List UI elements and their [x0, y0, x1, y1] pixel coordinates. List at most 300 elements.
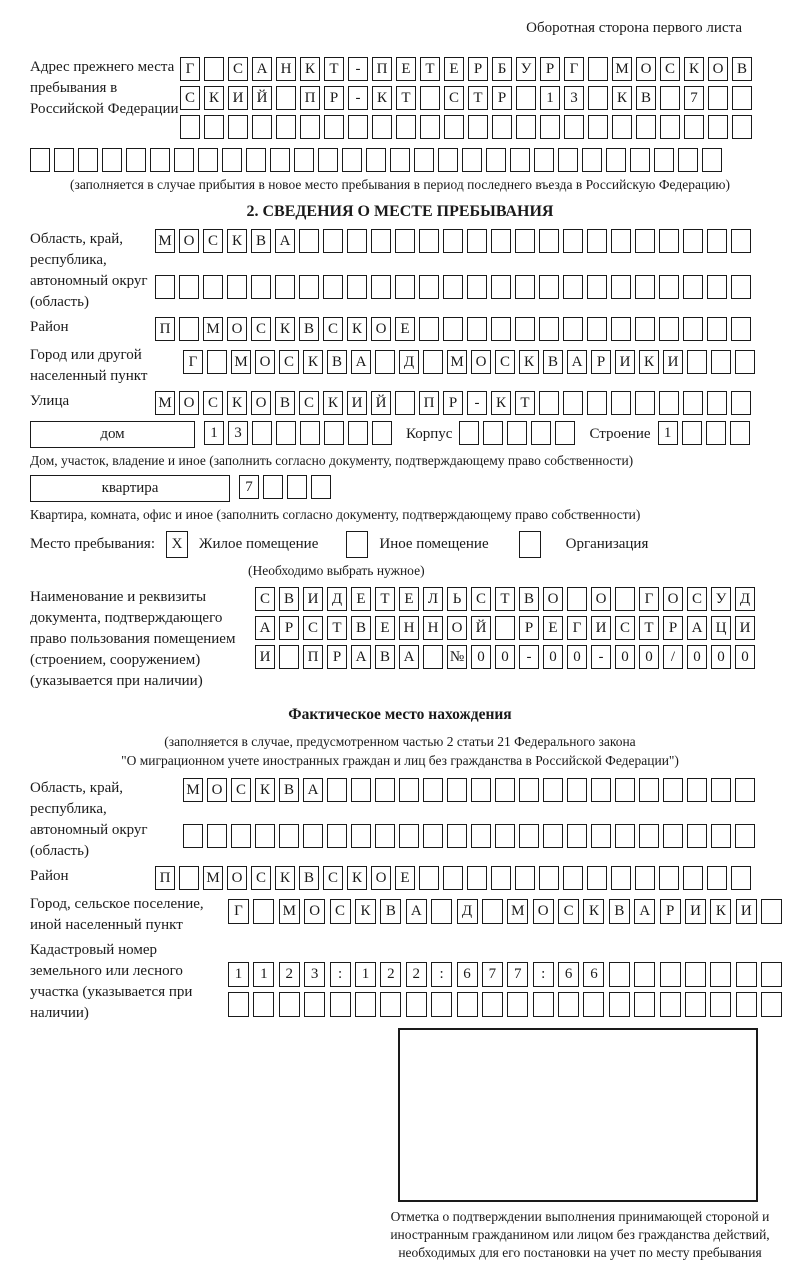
- char-cell[interactable]: И: [685, 899, 706, 924]
- char-cell[interactable]: [263, 475, 283, 499]
- char-cell[interactable]: [299, 229, 319, 253]
- char-cell[interactable]: [588, 57, 608, 81]
- char-cell[interactable]: [270, 148, 290, 172]
- char-cell[interactable]: И: [736, 899, 757, 924]
- char-cell[interactable]: [371, 275, 391, 299]
- char-cell[interactable]: [304, 992, 325, 1017]
- char-cell[interactable]: П: [372, 57, 392, 81]
- char-cell[interactable]: О: [533, 899, 554, 924]
- char-cell[interactable]: К: [275, 317, 295, 341]
- char-cell[interactable]: [419, 317, 439, 341]
- char-cell[interactable]: [564, 115, 584, 139]
- char-cell[interactable]: П: [300, 86, 320, 110]
- char-cell[interactable]: 1: [355, 962, 376, 987]
- house-box[interactable]: дом: [30, 421, 195, 448]
- char-cell[interactable]: С: [251, 866, 271, 890]
- char-cell[interactable]: [419, 275, 439, 299]
- char-cell[interactable]: С: [323, 866, 343, 890]
- char-cell[interactable]: [611, 317, 631, 341]
- char-cell[interactable]: 1: [204, 421, 224, 445]
- char-cell[interactable]: К: [227, 229, 247, 253]
- char-cell[interactable]: С: [471, 587, 491, 611]
- char-cell[interactable]: [687, 778, 707, 802]
- char-cell[interactable]: [300, 115, 320, 139]
- char-cell[interactable]: 0: [567, 645, 587, 669]
- char-cell[interactable]: [150, 148, 170, 172]
- char-cell[interactable]: В: [375, 645, 395, 669]
- char-cell[interactable]: О: [708, 57, 728, 81]
- char-cell[interactable]: Е: [375, 616, 395, 640]
- char-cell[interactable]: [420, 86, 440, 110]
- char-cell[interactable]: [174, 148, 194, 172]
- char-cell[interactable]: Е: [395, 317, 415, 341]
- char-cell[interactable]: [203, 275, 223, 299]
- char-cell[interactable]: [630, 148, 650, 172]
- char-cell[interactable]: [587, 391, 607, 415]
- char-cell[interactable]: Е: [444, 57, 464, 81]
- char-cell[interactable]: [444, 115, 464, 139]
- char-cell[interactable]: [180, 115, 200, 139]
- char-cell[interactable]: [507, 992, 528, 1017]
- char-cell[interactable]: В: [636, 86, 656, 110]
- char-cell[interactable]: [635, 391, 655, 415]
- char-cell[interactable]: [375, 824, 395, 848]
- char-cell[interactable]: [253, 992, 274, 1017]
- checkbox-organization[interactable]: [519, 531, 541, 558]
- char-cell[interactable]: [366, 148, 386, 172]
- char-cell[interactable]: [611, 866, 631, 890]
- char-cell[interactable]: 7: [684, 86, 704, 110]
- char-cell[interactable]: [495, 616, 515, 640]
- char-cell[interactable]: [635, 229, 655, 253]
- char-cell[interactable]: [294, 148, 314, 172]
- char-cell[interactable]: [563, 866, 583, 890]
- checkbox-other-premises[interactable]: [346, 531, 368, 558]
- char-cell[interactable]: [588, 86, 608, 110]
- char-cell[interactable]: [587, 275, 607, 299]
- char-cell[interactable]: [204, 57, 224, 81]
- char-cell[interactable]: [228, 992, 249, 1017]
- char-cell[interactable]: С: [323, 317, 343, 341]
- char-cell[interactable]: [231, 824, 251, 848]
- char-cell[interactable]: С: [180, 86, 200, 110]
- char-cell[interactable]: [467, 229, 487, 253]
- char-cell[interactable]: [515, 229, 535, 253]
- char-cell[interactable]: К: [639, 350, 659, 374]
- char-cell[interactable]: Т: [327, 616, 347, 640]
- char-cell[interactable]: [708, 115, 728, 139]
- char-cell[interactable]: [467, 317, 487, 341]
- char-cell[interactable]: [279, 992, 300, 1017]
- checkbox-residential[interactable]: X: [166, 531, 188, 558]
- char-cell[interactable]: Г: [567, 616, 587, 640]
- char-cell[interactable]: [591, 778, 611, 802]
- char-cell[interactable]: /: [663, 645, 683, 669]
- char-cell[interactable]: 0: [543, 645, 563, 669]
- char-cell[interactable]: Р: [663, 616, 683, 640]
- char-cell[interactable]: К: [710, 899, 731, 924]
- char-cell[interactable]: [491, 317, 511, 341]
- char-cell[interactable]: [731, 275, 751, 299]
- char-cell[interactable]: [323, 275, 343, 299]
- char-cell[interactable]: [567, 587, 587, 611]
- char-cell[interactable]: В: [380, 899, 401, 924]
- char-cell[interactable]: [351, 778, 371, 802]
- char-cell[interactable]: [467, 275, 487, 299]
- char-cell[interactable]: [399, 778, 419, 802]
- char-cell[interactable]: [555, 421, 575, 445]
- char-cell[interactable]: К: [347, 866, 367, 890]
- char-cell[interactable]: [396, 115, 416, 139]
- char-cell[interactable]: Р: [443, 391, 463, 415]
- char-cell[interactable]: Р: [591, 350, 611, 374]
- char-cell[interactable]: [30, 148, 50, 172]
- char-cell[interactable]: [324, 115, 344, 139]
- char-cell[interactable]: 3: [564, 86, 584, 110]
- char-cell[interactable]: В: [279, 778, 299, 802]
- char-cell[interactable]: 2: [406, 962, 427, 987]
- char-cell[interactable]: [707, 317, 727, 341]
- char-cell[interactable]: [710, 962, 731, 987]
- char-cell[interactable]: К: [612, 86, 632, 110]
- char-cell[interactable]: В: [251, 229, 271, 253]
- char-cell[interactable]: П: [303, 645, 323, 669]
- char-cell[interactable]: [563, 229, 583, 253]
- char-cell[interactable]: [324, 421, 344, 445]
- char-cell[interactable]: 2: [279, 962, 300, 987]
- char-cell[interactable]: А: [687, 616, 707, 640]
- char-cell[interactable]: [683, 391, 703, 415]
- char-cell[interactable]: А: [255, 616, 275, 640]
- char-cell[interactable]: [543, 778, 563, 802]
- char-cell[interactable]: Е: [543, 616, 563, 640]
- char-cell[interactable]: [761, 962, 782, 987]
- char-cell[interactable]: [635, 866, 655, 890]
- char-cell[interactable]: [375, 778, 395, 802]
- char-cell[interactable]: 7: [239, 475, 259, 499]
- char-cell[interactable]: [311, 475, 331, 499]
- char-cell[interactable]: [492, 115, 512, 139]
- char-cell[interactable]: В: [279, 587, 299, 611]
- char-cell[interactable]: [255, 824, 275, 848]
- char-cell[interactable]: А: [567, 350, 587, 374]
- char-cell[interactable]: [276, 115, 296, 139]
- char-cell[interactable]: [516, 115, 536, 139]
- char-cell[interactable]: Р: [327, 645, 347, 669]
- apartment-box[interactable]: квартира: [30, 475, 230, 502]
- char-cell[interactable]: Р: [519, 616, 539, 640]
- char-cell[interactable]: 0: [495, 645, 515, 669]
- char-cell[interactable]: [539, 275, 559, 299]
- char-cell[interactable]: [323, 229, 343, 253]
- char-cell[interactable]: К: [355, 899, 376, 924]
- char-cell[interactable]: [611, 275, 631, 299]
- char-cell[interactable]: [558, 992, 579, 1017]
- char-cell[interactable]: [683, 317, 703, 341]
- char-cell[interactable]: [102, 148, 122, 172]
- char-cell[interactable]: 0: [615, 645, 635, 669]
- char-cell[interactable]: Д: [457, 899, 478, 924]
- char-cell[interactable]: [395, 391, 415, 415]
- char-cell[interactable]: С: [228, 57, 248, 81]
- char-cell[interactable]: [732, 86, 752, 110]
- char-cell[interactable]: А: [351, 350, 371, 374]
- char-cell[interactable]: М: [612, 57, 632, 81]
- char-cell[interactable]: [539, 317, 559, 341]
- char-cell[interactable]: О: [304, 899, 325, 924]
- char-cell[interactable]: [287, 475, 307, 499]
- char-cell[interactable]: Г: [564, 57, 584, 81]
- char-cell[interactable]: [732, 115, 752, 139]
- char-cell[interactable]: [348, 421, 368, 445]
- char-cell[interactable]: К: [583, 899, 604, 924]
- char-cell[interactable]: 0: [711, 645, 731, 669]
- char-cell[interactable]: [246, 148, 266, 172]
- char-cell[interactable]: М: [447, 350, 467, 374]
- char-cell[interactable]: 7: [507, 962, 528, 987]
- char-cell[interactable]: [684, 115, 704, 139]
- char-cell[interactable]: [587, 317, 607, 341]
- char-cell[interactable]: [687, 350, 707, 374]
- char-cell[interactable]: Л: [423, 587, 443, 611]
- char-cell[interactable]: [447, 824, 467, 848]
- char-cell[interactable]: 0: [735, 645, 755, 669]
- char-cell[interactable]: [126, 148, 146, 172]
- char-cell[interactable]: 0: [687, 645, 707, 669]
- char-cell[interactable]: [711, 778, 731, 802]
- char-cell[interactable]: [519, 824, 539, 848]
- char-cell[interactable]: [251, 275, 271, 299]
- char-cell[interactable]: [348, 115, 368, 139]
- char-cell[interactable]: К: [491, 391, 511, 415]
- char-cell[interactable]: Р: [540, 57, 560, 81]
- char-cell[interactable]: [375, 350, 395, 374]
- char-cell[interactable]: -: [348, 86, 368, 110]
- char-cell[interactable]: Н: [399, 616, 419, 640]
- char-cell[interactable]: [276, 86, 296, 110]
- char-cell[interactable]: [736, 962, 757, 987]
- char-cell[interactable]: [735, 350, 755, 374]
- char-cell[interactable]: [423, 350, 443, 374]
- char-cell[interactable]: [707, 866, 727, 890]
- char-cell[interactable]: [516, 86, 536, 110]
- char-cell[interactable]: Р: [468, 57, 488, 81]
- char-cell[interactable]: [252, 115, 272, 139]
- char-cell[interactable]: 0: [471, 645, 491, 669]
- char-cell[interactable]: [507, 421, 527, 445]
- char-cell[interactable]: С: [255, 587, 275, 611]
- char-cell[interactable]: [659, 317, 679, 341]
- char-cell[interactable]: С: [660, 57, 680, 81]
- char-cell[interactable]: Т: [468, 86, 488, 110]
- char-cell[interactable]: Г: [180, 57, 200, 81]
- char-cell[interactable]: В: [519, 587, 539, 611]
- char-cell[interactable]: Е: [351, 587, 371, 611]
- char-cell[interactable]: [183, 824, 203, 848]
- char-cell[interactable]: П: [419, 391, 439, 415]
- char-cell[interactable]: [582, 148, 602, 172]
- char-cell[interactable]: Й: [471, 616, 491, 640]
- char-cell[interactable]: И: [347, 391, 367, 415]
- char-cell[interactable]: [702, 148, 722, 172]
- char-cell[interactable]: [606, 148, 626, 172]
- char-cell[interactable]: [710, 992, 731, 1017]
- char-cell[interactable]: [327, 778, 347, 802]
- char-cell[interactable]: Н: [276, 57, 296, 81]
- char-cell[interactable]: Е: [396, 57, 416, 81]
- char-cell[interactable]: [438, 148, 458, 172]
- char-cell[interactable]: В: [732, 57, 752, 81]
- char-cell[interactable]: [279, 824, 299, 848]
- char-cell[interactable]: [730, 421, 750, 445]
- char-cell[interactable]: [735, 824, 755, 848]
- char-cell[interactable]: А: [406, 899, 427, 924]
- char-cell[interactable]: О: [255, 350, 275, 374]
- char-cell[interactable]: Т: [396, 86, 416, 110]
- char-cell[interactable]: Р: [279, 616, 299, 640]
- char-cell[interactable]: [355, 992, 376, 1017]
- char-cell[interactable]: [207, 824, 227, 848]
- char-cell[interactable]: [204, 115, 224, 139]
- char-cell[interactable]: О: [227, 317, 247, 341]
- char-cell[interactable]: [431, 899, 452, 924]
- char-cell[interactable]: [347, 229, 367, 253]
- char-cell[interactable]: [419, 866, 439, 890]
- char-cell[interactable]: Д: [327, 587, 347, 611]
- char-cell[interactable]: О: [636, 57, 656, 81]
- char-cell[interactable]: Т: [375, 587, 395, 611]
- char-cell[interactable]: С: [615, 616, 635, 640]
- char-cell[interactable]: [663, 824, 683, 848]
- char-cell[interactable]: [634, 992, 655, 1017]
- char-cell[interactable]: [443, 229, 463, 253]
- char-cell[interactable]: О: [591, 587, 611, 611]
- char-cell[interactable]: [299, 275, 319, 299]
- char-cell[interactable]: [406, 992, 427, 1017]
- char-cell[interactable]: [735, 778, 755, 802]
- char-cell[interactable]: [736, 992, 757, 1017]
- char-cell[interactable]: [609, 992, 630, 1017]
- char-cell[interactable]: [431, 992, 452, 1017]
- char-cell[interactable]: О: [179, 229, 199, 253]
- char-cell[interactable]: [731, 391, 751, 415]
- char-cell[interactable]: [276, 421, 296, 445]
- char-cell[interactable]: [519, 778, 539, 802]
- char-cell[interactable]: [609, 962, 630, 987]
- char-cell[interactable]: [635, 275, 655, 299]
- char-cell[interactable]: И: [228, 86, 248, 110]
- char-cell[interactable]: :: [431, 962, 452, 987]
- char-cell[interactable]: С: [231, 778, 251, 802]
- char-cell[interactable]: [414, 148, 434, 172]
- char-cell[interactable]: [515, 866, 535, 890]
- char-cell[interactable]: [711, 350, 731, 374]
- char-cell[interactable]: 6: [457, 962, 478, 987]
- char-cell[interactable]: В: [609, 899, 630, 924]
- char-cell[interactable]: [198, 148, 218, 172]
- char-cell[interactable]: Г: [639, 587, 659, 611]
- char-cell[interactable]: К: [372, 86, 392, 110]
- char-cell[interactable]: [731, 317, 751, 341]
- char-cell[interactable]: [731, 229, 751, 253]
- char-cell[interactable]: Т: [324, 57, 344, 81]
- char-cell[interactable]: 7: [482, 962, 503, 987]
- char-cell[interactable]: С: [299, 391, 319, 415]
- char-cell[interactable]: [639, 824, 659, 848]
- char-cell[interactable]: [531, 421, 551, 445]
- char-cell[interactable]: [372, 115, 392, 139]
- char-cell[interactable]: [207, 350, 227, 374]
- char-cell[interactable]: [253, 899, 274, 924]
- char-cell[interactable]: 1: [540, 86, 560, 110]
- char-cell[interactable]: С: [444, 86, 464, 110]
- char-cell[interactable]: [683, 866, 703, 890]
- char-cell[interactable]: [539, 229, 559, 253]
- char-cell[interactable]: [659, 391, 679, 415]
- char-cell[interactable]: 6: [583, 962, 604, 987]
- char-cell[interactable]: [587, 866, 607, 890]
- char-cell[interactable]: В: [299, 866, 319, 890]
- char-cell[interactable]: П: [155, 317, 175, 341]
- char-cell[interactable]: М: [231, 350, 251, 374]
- char-cell[interactable]: М: [155, 391, 175, 415]
- char-cell[interactable]: М: [203, 866, 223, 890]
- char-cell[interactable]: У: [711, 587, 731, 611]
- char-cell[interactable]: [380, 992, 401, 1017]
- char-cell[interactable]: [707, 391, 727, 415]
- char-cell[interactable]: О: [371, 317, 391, 341]
- char-cell[interactable]: [654, 148, 674, 172]
- char-cell[interactable]: [351, 824, 371, 848]
- char-cell[interactable]: [611, 229, 631, 253]
- char-cell[interactable]: О: [179, 391, 199, 415]
- char-cell[interactable]: О: [663, 587, 683, 611]
- char-cell[interactable]: [615, 824, 635, 848]
- char-cell[interactable]: [482, 992, 503, 1017]
- char-cell[interactable]: М: [155, 229, 175, 253]
- char-cell[interactable]: И: [303, 587, 323, 611]
- char-cell[interactable]: [587, 229, 607, 253]
- char-cell[interactable]: К: [347, 317, 367, 341]
- char-cell[interactable]: :: [330, 962, 351, 987]
- char-cell[interactable]: С: [279, 350, 299, 374]
- char-cell[interactable]: [491, 275, 511, 299]
- char-cell[interactable]: [275, 275, 295, 299]
- char-cell[interactable]: [179, 866, 199, 890]
- char-cell[interactable]: А: [275, 229, 295, 253]
- char-cell[interactable]: [660, 115, 680, 139]
- char-cell[interactable]: 2: [380, 962, 401, 987]
- char-cell[interactable]: [395, 275, 415, 299]
- char-cell[interactable]: В: [275, 391, 295, 415]
- char-cell[interactable]: Г: [183, 350, 203, 374]
- char-cell[interactable]: [683, 275, 703, 299]
- char-cell[interactable]: О: [207, 778, 227, 802]
- char-cell[interactable]: [707, 275, 727, 299]
- char-cell[interactable]: [659, 866, 679, 890]
- char-cell[interactable]: [515, 275, 535, 299]
- char-cell[interactable]: [540, 115, 560, 139]
- char-cell[interactable]: [252, 421, 272, 445]
- char-cell[interactable]: [179, 317, 199, 341]
- char-cell[interactable]: -: [467, 391, 487, 415]
- char-cell[interactable]: [659, 275, 679, 299]
- char-cell[interactable]: С: [687, 587, 707, 611]
- char-cell[interactable]: [447, 778, 467, 802]
- char-cell[interactable]: [563, 317, 583, 341]
- char-cell[interactable]: И: [255, 645, 275, 669]
- char-cell[interactable]: Д: [399, 350, 419, 374]
